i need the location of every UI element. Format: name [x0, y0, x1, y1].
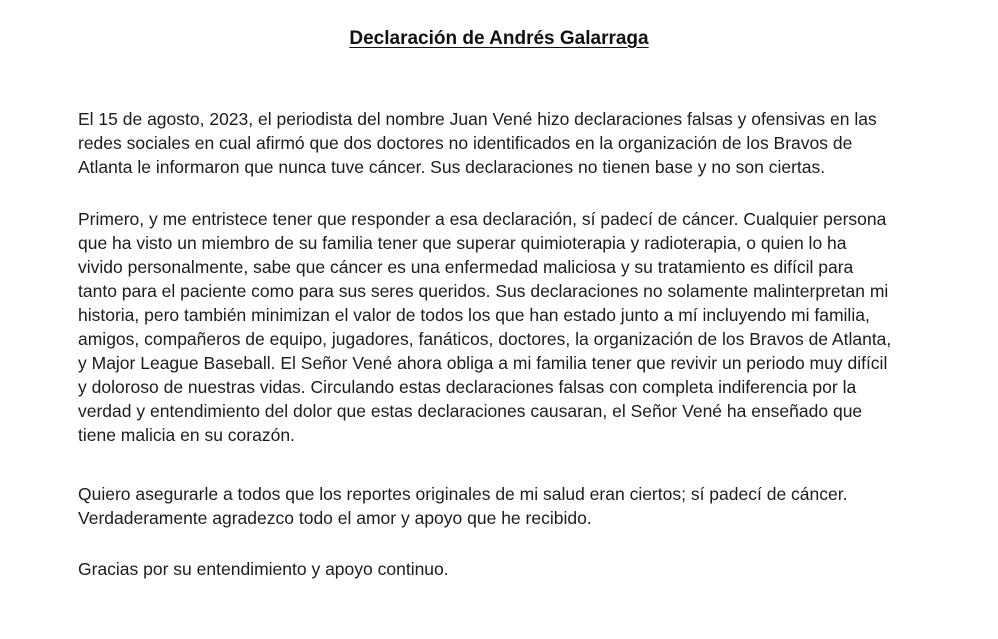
text-line: Gracias por su entendimiento y apoyo continuo. — [78, 559, 449, 579]
text-line: redes sociales en cual afirmó que dos doctores no identificados en la organización de los Bravos de — [78, 133, 853, 153]
text-line: tiene malicia en su corazón. — [78, 425, 295, 445]
text-line: amigos, compañeros de equipo, jugadores, fanáticos, doctores, la organización de los Bravos de Atlanta, — [78, 329, 892, 349]
paragraph-2 — [78, 207, 891, 447]
text-line: que ha visto un miembro de su familia tener que superar quimioterapia y radioterapia, o quien lo ha — [78, 233, 847, 253]
document-title: Declaración de Andrés Galarraga — [349, 28, 649, 49]
text-line: Atlanta le informaron que nunca tuve cáncer. Sus declaraciones no tienen base y no son ciertas. — [78, 157, 826, 177]
paragraph-4 — [78, 557, 449, 581]
text-line: tanto para el paciente como para sus seres queridos. Sus declaraciones no solamente malinterpretan mi — [78, 281, 889, 301]
text-line: y doloroso de nuestras vidas. Circulando estas declaraciones falsas con completa indiferencia por la — [78, 377, 857, 397]
paragraph-3 — [78, 482, 847, 530]
text-line: Verdaderamente agradezco todo el amor y apoyo que he recibido. — [78, 508, 592, 528]
paragraph-1 — [78, 107, 877, 179]
text-line: El 15 de agosto, 2023, el periodista del nombre Juan Vené hizo declaraciones falsas y ofensivas en las — [78, 109, 877, 129]
text-line: historia, pero también minimizan el valor de todos los que han estado junto a mí incluyendo mi familia, — [78, 305, 870, 325]
text-line: verdad y entendimiento del dolor que estas declaraciones causaran, el Señor Vené ha enseñado que — [78, 401, 863, 421]
text-line: Primero, y me entristece tener que responder a esa declaración, sí padecí de cáncer. Cualquier persona — [78, 209, 887, 229]
text-line: y Major League Baseball. El Señor Vené ahora obliga a mi familia tener que revivir un periodo muy difícil — [78, 353, 888, 373]
text-line: vivido personalmente, sabe que cáncer es una enfermedad maliciosa y su tratamiento es difícil para — [78, 257, 854, 277]
text-line: Quiero asegurarle a todos que los reportes originales de mi salud eran ciertos; sí padecí de cáncer. — [78, 484, 848, 504]
